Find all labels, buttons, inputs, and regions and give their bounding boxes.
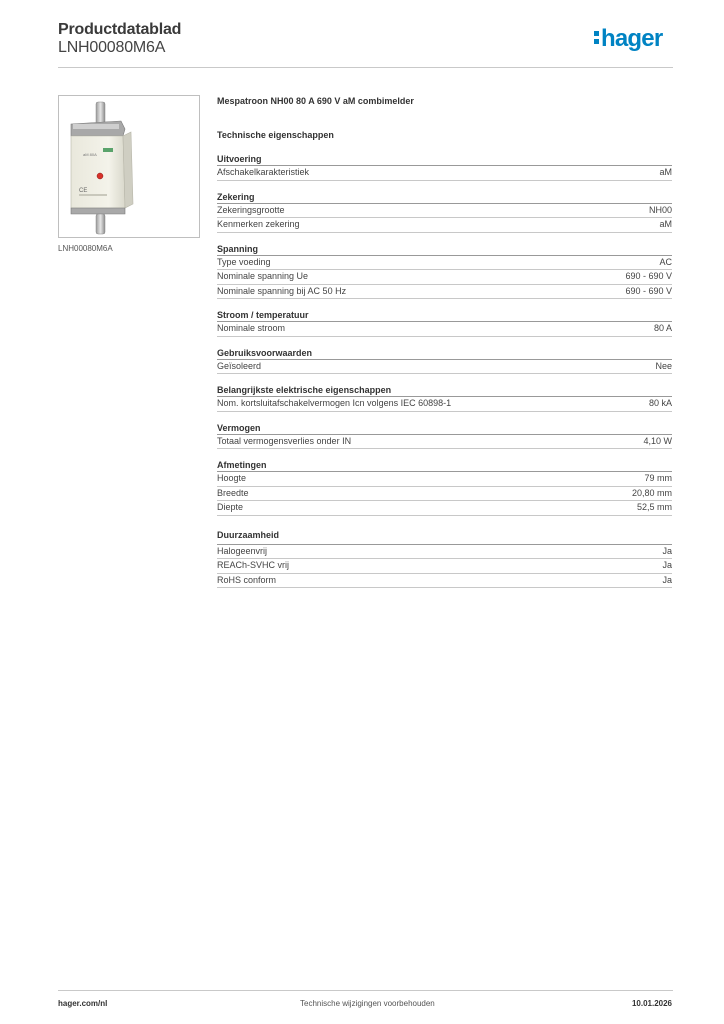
spec-row [217,545,672,560]
spec-label: RoHS conform [217,574,277,585]
spec-section [217,526,672,589]
spec-value: Ja [662,574,672,585]
spec-label: Type voeding [217,256,271,267]
spec-row [217,270,672,285]
spec-row [217,397,672,412]
spec-label: Breedte [217,487,249,498]
spec-value: 690 - 690 V [625,271,672,281]
spec-row [217,501,672,516]
spec-row [217,256,672,271]
spec-label: Diepte [217,502,244,512]
section-title: Gebruiksvoorwaarden [217,347,672,360]
footer-disclaimer: Technische wijzigingen voorbehouden [300,999,435,1008]
spec-value: 52,5 mm [636,502,672,512]
spec-value: 4,10 W [643,435,672,446]
spec-content [217,96,672,598]
spec-value: 690 - 690 V [625,285,672,296]
spec-section [217,422,672,450]
spec-value: Ja [662,545,672,556]
section-title: Zekering [217,191,672,204]
product-image [58,95,200,238]
spec-row [217,218,672,233]
product-description: Mespatroon NH00 80 A 690 V aM combimelder [217,96,414,106]
spec-row [217,559,672,574]
spec-section [217,459,672,516]
footer-date: 10.01.2026 [631,999,672,1008]
spec-row [217,204,672,219]
spec-row [217,574,672,589]
spec-value: Nee [655,360,672,371]
section-title: Spanning [217,243,672,256]
fuse-icon [59,96,199,237]
spec-value: NH00 [648,204,672,215]
spec-section [217,191,672,233]
spec-value: 80 A [653,323,672,333]
spec-label: Halogeenvrij [217,545,268,556]
section-title: Afmetingen [217,459,672,472]
spec-section [217,243,672,300]
logo-dots-icon [594,31,599,45]
spec-label: Kenmerken zekering [217,219,300,229]
section-title: Duurzaamheid [217,526,672,545]
spec-row [217,322,672,337]
footer-divider [58,990,673,991]
section-title: Stroom / temperatuur [217,309,672,322]
spec-value: 20,80 mm [631,487,672,498]
spec-value: 80 kA [648,398,672,408]
spec-section [217,384,672,412]
product-code: LNH00080M6A [58,39,166,56]
section-heading: Technische eigenschappen [217,130,334,140]
image-caption: LNH00080M6A [58,244,113,253]
section-title: Belangrijkste elektrische eigenschappen [217,384,672,397]
hager-logo[interactable] [594,27,662,51]
spec-label: Zekeringsgrootte [217,204,285,215]
spec-section [217,347,672,375]
header-divider [58,67,673,68]
page-title: Productdatablad [58,21,182,38]
spec-row [217,360,672,375]
svg-text:aM 80A: aM 80A [83,152,97,157]
logo-text: hager [601,25,663,52]
spec-label: Geïsoleerd [217,360,262,371]
spec-row [217,285,672,300]
spec-label: Nominale stroom [217,323,286,333]
spec-section [217,153,672,181]
spec-row [217,472,672,487]
section-title: Vermogen [217,422,672,435]
spec-value: AC [659,256,672,267]
spec-label: REACh-SVHC vrij [217,560,290,570]
section-title: Uitvoering [217,153,672,166]
spec-label: Hoogte [217,473,247,483]
spec-label: Afschakelkarakteristiek [217,167,310,177]
spec-value: Ja [662,560,672,570]
svg-text:CE: CE [79,188,88,194]
spec-row [217,166,672,181]
spec-row [217,435,672,450]
spec-label: Nominale spanning bij AC 50 Hz [217,285,347,296]
spec-row [217,487,672,502]
spec-label: Totaal vermogensverlies onder IN [217,435,352,446]
footer-website-link[interactable]: hager.com/nl [58,999,108,1008]
spec-value: 79 mm [644,473,672,483]
spec-value: aM [659,167,672,177]
spec-label: Nominale spanning Ue [217,271,309,281]
spec-value: aM [659,219,672,229]
spec-label: Nom. kortsluitafschakelvermogen Icn volgens IEC 60898-1 [217,398,452,408]
spec-section [217,309,672,337]
